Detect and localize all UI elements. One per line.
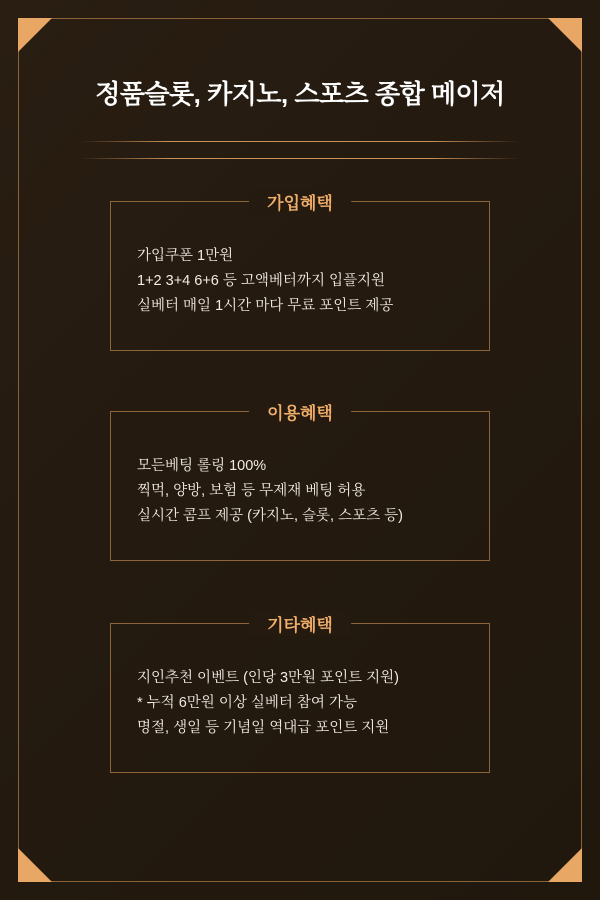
section-title: 이용혜택	[249, 399, 351, 424]
benefit-list	[137, 666, 469, 741]
list-item: 모든베팅 롤링 100%	[137, 458, 267, 474]
list-item: 1+2 3+4 6+6 등 고액베터까지 입플지원	[137, 273, 386, 289]
list-item: 가입쿠폰 1만원	[137, 248, 234, 264]
benefit-box	[110, 194, 490, 351]
list-item: 지인추천 이벤트 (인당 3만원 포인트 지원)	[137, 670, 399, 686]
benefit-section-usage	[110, 404, 490, 561]
list-item: 실베터 매일 1시간 마다 무료 포인트 제공	[137, 298, 394, 314]
benefit-box	[110, 404, 490, 561]
section-title: 기타혜택	[249, 611, 351, 636]
divider-line-2	[80, 158, 520, 159]
benefit-section-other	[110, 616, 490, 773]
list-item: 명절, 생일 등 기념일 역대급 포인트 지원	[137, 720, 390, 736]
section-title: 가입혜택	[249, 189, 351, 214]
benefit-list	[137, 454, 469, 529]
benefit-section-signup	[110, 194, 490, 351]
list-item: * 누적 6만원 이상 실베터 참여 가능	[137, 695, 357, 711]
list-item: 찍먹, 양방, 보험 등 무제재 베팅 허용	[137, 483, 366, 499]
divider-line-1	[80, 141, 520, 142]
page-title: 정품슬롯, 카지노, 스포츠 종합 메이저	[95, 79, 505, 109]
headline-divider-group	[80, 141, 520, 159]
benefit-list	[137, 244, 469, 319]
benefit-box	[110, 616, 490, 773]
list-item: 실시간 콤프 제공 (카지노, 슬롯, 스포츠 등)	[137, 508, 403, 524]
poster-content	[18, 18, 582, 882]
